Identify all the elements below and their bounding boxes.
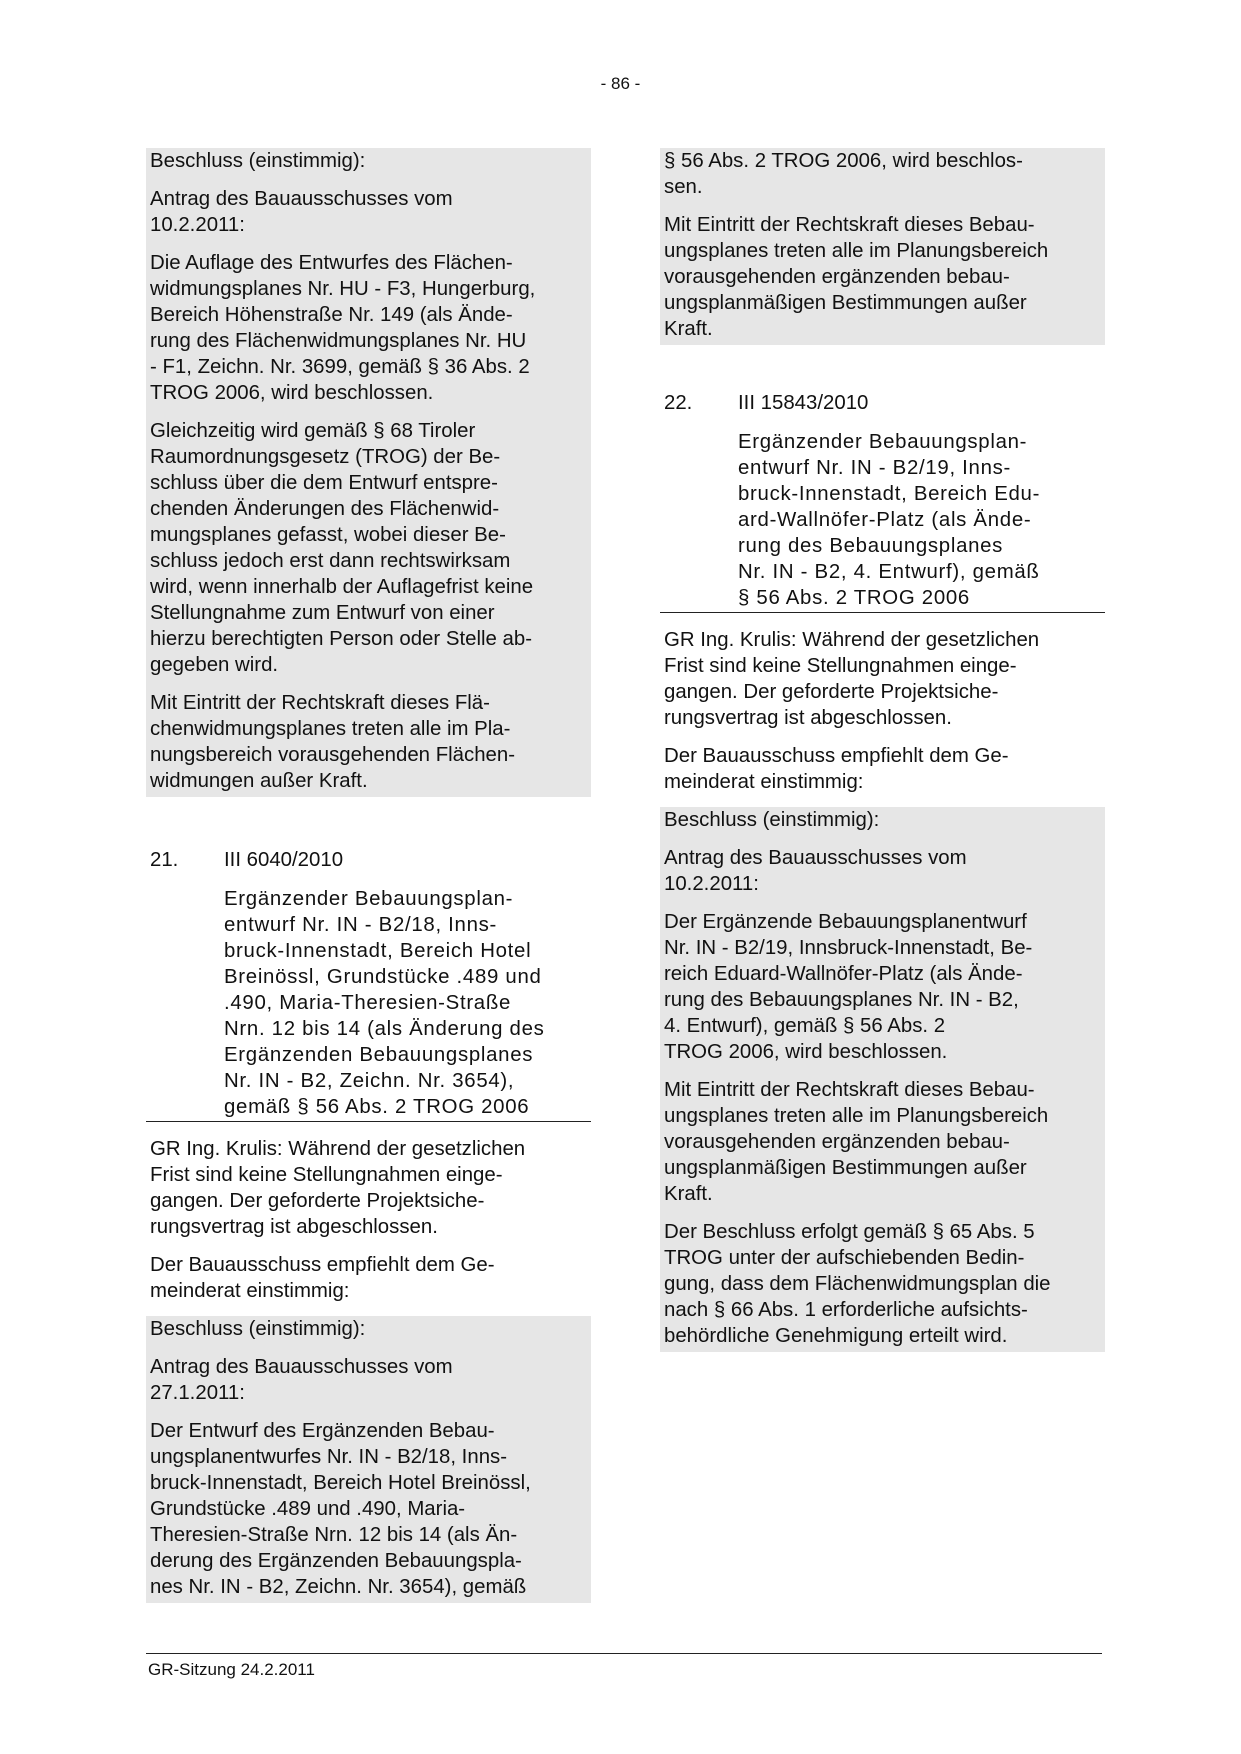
resolution-block [146,1316,591,1603]
resolution-block-continued [660,148,1105,345]
committee-recommendation: Der Bauausschuss empfiehlt dem Ge- meinderat einstimmig: [664,745,1009,793]
item-subject: Ergänzender Bebauungsplan- entwurf Nr. IN - B2/19, Inns- bruck-Innenstadt, Bereich Edu- ard-Wallnöfer-Platz (als Ände- rung des Bebauungsplanes Nr. IN - B2, 4. Entwurf), gemäß § 56 Abs. 2 TROG 2006 [738,431,1041,609]
footer-session: GR-Sitzung 24.2.2011 [148,1660,315,1679]
right-column [660,148,1105,1352]
resolution-paragraph: Mit Eintritt der Rechtskraft dieses Flä- chenwidmungsplanes treten alle im Pla- nungsbereich vorausgehenden Flächen- widmungen außer Kraft. [150,692,516,792]
resolution-heading: Beschluss (einstimmig): [150,1318,366,1340]
resolution-paragraph: Mit Eintritt der Rechtskraft dieses Bebau- ungsplanes treten alle im Planungsbereich vorausgehenden ergänzenden bebau- ungsplanmäßigen Bestimmungen außer Kraft. [664,214,1049,340]
item-discussion [660,627,1105,807]
motion-line: Antrag des Bauausschusses vom 10.2.2011: [150,188,453,236]
item-divider [660,612,1105,613]
motion-line: Antrag des Bauausschusses vom 10.2.2011: [664,847,967,895]
resolution-paragraph: Die Auflage des Entwurfes des Flächen- widmungsplanes Nr. HU - F3, Hungerburg, Bereich Höhenstraße Nr. 149 (als Ände- rung des Flächenwidmungsplanes Nr. HU - F1, Zeichn. Nr. 3699, gemäß § 36 Abs. 2 TROG 2006, wird beschlossen. [150,252,536,404]
agenda-item-21 [146,847,591,1121]
item-reference: III 15843/2010 [738,392,869,414]
resolution-paragraph: Der Ergänzende Bebauungsplanentwurf Nr. IN - B2/19, Innsbruck-Innenstadt, Be- reich Eduard-Wallnöfer-Platz (als Ände- rung des Bebauungsplanes Nr. IN - B2, 4. Entwurf), gemäß § 56 Abs. 2 TROG 2006, wird beschlossen. [664,911,1033,1063]
rapporteur-statement: GR Ing. Krulis: Während der gesetzlichen Frist sind keine Stellungnahmen einge- gangen. Der geforderte Projektsiche- rungsvertrag ist abgeschlossen. [664,629,1040,729]
left-column [146,148,591,1603]
resolution-paragraph: Der Entwurf des Ergänzenden Bebau- ungsplanentwurfes Nr. IN - B2/18, Inns- bruck-Innenstadt, Bereich Hotel Breinössl, Grundstücke .489 und .490, Maria- Theresien-Straße Nrn. 12 bis 14 (als Än- derung des Ergänzenden Bebauungspla- nes Nr. IN - B2, Zeichn. Nr. 3654), gemäß [150,1420,531,1598]
resolution-paragraph: Mit Eintritt der Rechtskraft dieses Bebau- ungsplanes treten alle im Planungsbereich vorausgehenden ergänzenden bebau- ungsplanmäßigen Bestimmungen außer Kraft. [664,1079,1049,1205]
resolution-block [146,148,591,797]
item-divider [146,1121,591,1122]
item-reference: III 6040/2010 [224,849,344,871]
page-number: - 86 - [600,74,641,93]
item-number: 22. [664,392,693,414]
resolution-block [660,807,1105,1352]
rapporteur-statement: GR Ing. Krulis: Während der gesetzlichen Frist sind keine Stellungnahmen einge- gangen. Der geforderte Projektsiche- rungsvertrag ist abgeschlossen. [150,1138,526,1238]
agenda-item-22 [660,390,1105,612]
resolution-heading: Beschluss (einstimmig): [150,150,366,172]
motion-line: Antrag des Bauausschusses vom 27.1.2011: [150,1356,453,1404]
item-number: 21. [150,849,179,871]
footer-divider [146,1653,1102,1654]
item-discussion [146,1136,591,1316]
resolution-paragraph: Gleichzeitig wird gemäß § 68 Tiroler Raumordnungsgesetz (TROG) der Be- schluss über die dem Entwurf entspre- chenden Änderungen des Flächenwid- mungsplanes gefasst, wobei dieser Be- schluss jedoch erst dann rechtswirksam wird, wenn innerhalb der Auflagefrist keine Stellungnahme zum Entwurf von einer hierzu berechtigten Person oder Stelle ab- gegeben wird. [150,420,534,676]
resolution-paragraph: Der Beschluss erfolgt gemäß § 65 Abs. 5 TROG unter der aufschiebenden Bedin- gung, dass dem Flächenwidmungsplan die nach § 66 Abs. 1 erforderliche aufsichts- behördliche Genehmigung erteilt wird. [664,1221,1051,1347]
resolution-paragraph: § 56 Abs. 2 TROG 2006, wird beschlos- sen. [664,150,1023,198]
resolution-heading: Beschluss (einstimmig): [664,809,880,831]
committee-recommendation: Der Bauausschuss empfiehlt dem Ge- meinderat einstimmig: [150,1254,495,1302]
item-subject: Ergänzender Bebauungsplan- entwurf Nr. IN - B2/18, Inns- bruck-Innenstadt, Bereich Hotel Breinössl, Grundstücke .489 und .490, Maria-Theresien-Straße Nrn. 12 bis 14 (als Änderung des Ergänzenden Bebauungsplanes Nr. IN - B2, Zeichn. Nr. 3654), gemäß § 56 Abs. 2 TROG 2006 [224,888,545,1118]
